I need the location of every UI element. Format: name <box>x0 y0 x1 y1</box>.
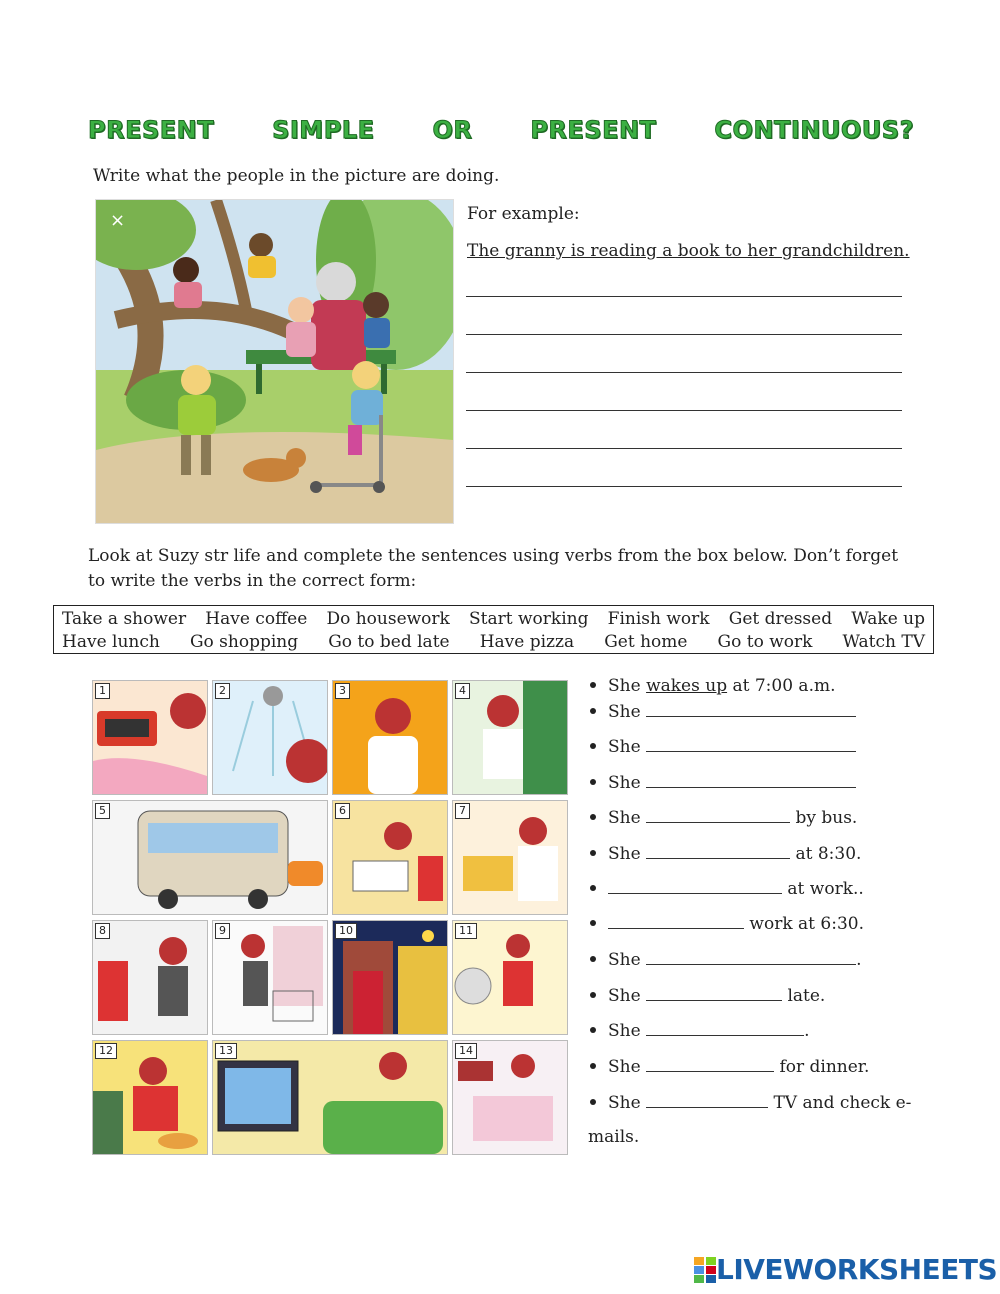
panel-number: 12 <box>95 1043 117 1059</box>
panel-number: 14 <box>455 1043 477 1059</box>
verb-item: Go to bed late <box>328 632 450 652</box>
answer-blank[interactable] <box>646 1057 774 1072</box>
comic-panel <box>332 920 448 1035</box>
panel-number: 13 <box>215 1043 237 1059</box>
bullet-icon <box>590 743 596 749</box>
verb-item: Have coffee <box>205 609 308 629</box>
answer-line-4[interactable] <box>466 410 902 411</box>
bullet-icon <box>590 1099 596 1105</box>
sentence-11: She . <box>590 1020 809 1042</box>
bullet-icon <box>590 920 596 926</box>
verb-row-2 <box>62 631 925 653</box>
sentence-4: She <box>590 772 856 794</box>
panel-number: 5 <box>95 803 110 819</box>
sentence-3: She <box>590 736 856 758</box>
verb-item: Finish work <box>607 609 710 629</box>
bullet-icon <box>590 682 596 688</box>
answer-line-1[interactable] <box>466 296 902 297</box>
worksheet-title <box>88 116 914 144</box>
verb-item: Do housework <box>326 609 450 629</box>
bullet-icon <box>590 779 596 785</box>
panel-number: 4 <box>455 683 470 699</box>
verb-item: Have lunch <box>62 632 160 652</box>
verb-item: Go to work <box>717 632 813 652</box>
title-word: PRESENT <box>530 116 657 144</box>
sentence-7: at work.. <box>590 878 864 900</box>
example-sentence: The granny is reading a book to her grandchildren. <box>467 241 910 261</box>
comic-panel <box>92 1040 208 1155</box>
bullet-icon <box>590 1027 596 1033</box>
verb-row-1 <box>62 608 925 630</box>
panel-number: 1 <box>95 683 110 699</box>
answer-line-2[interactable] <box>466 334 902 335</box>
answer-blank[interactable] <box>646 986 782 1001</box>
sentence-8: work at 6:30. <box>590 913 864 935</box>
title-word: CONTINUOUS? <box>714 116 914 144</box>
title-word: PRESENT <box>88 116 215 144</box>
bullet-icon <box>590 850 596 856</box>
comic-panel <box>452 800 568 915</box>
comic-panel <box>92 800 328 915</box>
sentence-1: She wakes up at 7:00 a.m. <box>590 675 836 697</box>
close-icon[interactable]: × <box>110 210 126 231</box>
answer-blank[interactable] <box>646 1093 768 1108</box>
verb-item: Watch TV <box>842 632 925 652</box>
sentence-12: She for dinner. <box>590 1056 869 1078</box>
answer-line-5[interactable] <box>466 448 902 449</box>
comic-strip <box>92 680 576 1160</box>
comic-panel <box>92 920 208 1035</box>
answer-blank[interactable] <box>608 914 744 929</box>
instruction-1: Write what the people in the picture are doing. <box>93 166 500 186</box>
sentence-6: She at 8:30. <box>590 843 861 865</box>
comic-panel <box>452 920 568 1035</box>
liveworksheets-logo <box>694 1253 997 1286</box>
logo-icon <box>694 1257 716 1283</box>
panel-number: 11 <box>455 923 477 939</box>
comic-panel <box>332 800 448 915</box>
comic-panel <box>332 680 448 795</box>
answer-blank[interactable] <box>646 737 856 752</box>
bullet-icon <box>590 814 596 820</box>
panel-number: 3 <box>335 683 350 699</box>
answer-blank[interactable] <box>646 1021 804 1036</box>
panel-number: 2 <box>215 683 230 699</box>
verb-item: Wake up <box>851 609 925 629</box>
verb-item: Take a shower <box>62 609 187 629</box>
park-illustration <box>95 199 454 524</box>
instruction-2: Look at Suzy str life and complete the sentences using verbs from the box below. Don’t forget to write the verbs in the correct form: <box>88 546 899 591</box>
panel-number: 10 <box>335 923 357 939</box>
sentence-13: She TV and check e- <box>590 1092 911 1114</box>
comic-panel <box>212 1040 448 1155</box>
verb-box <box>53 605 934 654</box>
verb-item: Start working <box>469 609 589 629</box>
answer-blank[interactable] <box>646 702 856 717</box>
sentence-13-continued: mails. <box>588 1127 640 1147</box>
example-label: For example: <box>467 204 580 224</box>
answer-line-3[interactable] <box>466 372 902 373</box>
panel-number: 8 <box>95 923 110 939</box>
panel-number: 6 <box>335 803 350 819</box>
example-verb: wakes up <box>646 676 728 696</box>
comic-panel <box>212 920 328 1035</box>
title-word: SIMPLE <box>272 116 375 144</box>
sentence-2: She <box>590 701 856 723</box>
sentence-9: She . <box>590 949 861 971</box>
title-word: OR <box>432 116 473 144</box>
answer-blank[interactable] <box>646 844 790 859</box>
verb-item: Go shopping <box>189 632 299 652</box>
panel-number: 7 <box>455 803 470 819</box>
bullet-icon <box>590 1063 596 1069</box>
verb-item: Get home <box>604 632 688 652</box>
sentence-10: She late. <box>590 985 825 1007</box>
answer-blank[interactable] <box>646 808 790 823</box>
bullet-icon <box>590 708 596 714</box>
comic-panel <box>452 1040 568 1155</box>
answer-blank[interactable] <box>646 950 856 965</box>
verb-item: Get dressed <box>728 609 833 629</box>
bullet-icon <box>590 956 596 962</box>
comic-panel <box>452 680 568 795</box>
sentence-5: She by bus. <box>590 807 857 829</box>
answer-line-6[interactable] <box>466 486 902 487</box>
panel-number: 9 <box>215 923 230 939</box>
comic-panel <box>212 680 328 795</box>
logo-text: LIVEWORKSHEETS <box>716 1253 998 1286</box>
verb-item: Have pizza <box>479 632 575 652</box>
answer-blank[interactable] <box>646 773 856 788</box>
bullet-icon <box>590 885 596 891</box>
answer-blank[interactable] <box>608 879 782 894</box>
bullet-icon <box>590 992 596 998</box>
comic-panel <box>92 680 208 795</box>
